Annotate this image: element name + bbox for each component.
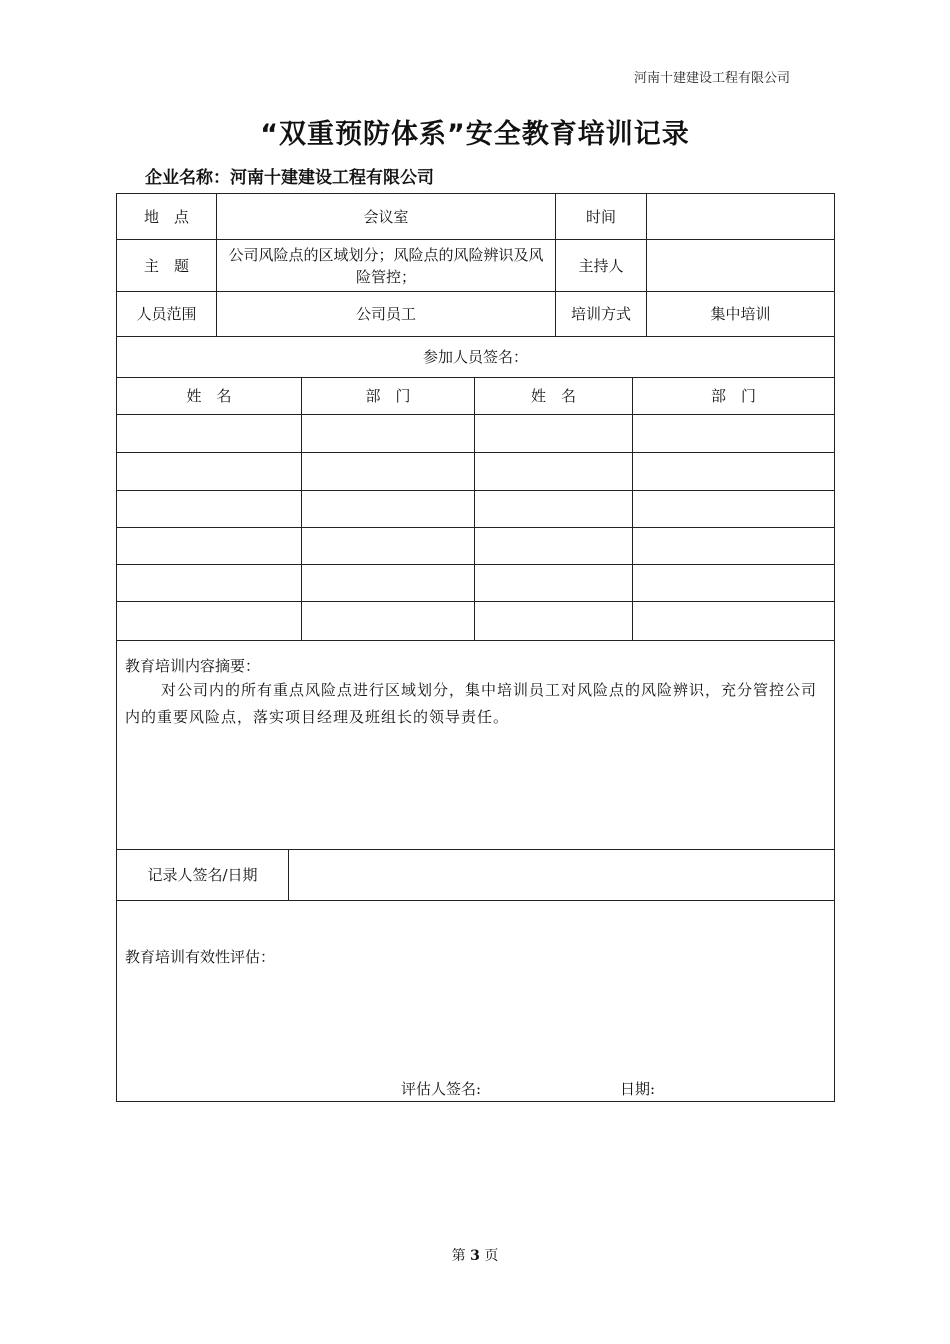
attendee-cell[interactable] <box>475 602 632 640</box>
summary-text[interactable]: 对公司内的所有重点风险点进行区域划分，集中培训员工对风险点的风险辨识，充分管控公司内的重要风险点，落实项目经理及班组长的领导责任。 <box>125 681 818 726</box>
attendee-cell[interactable] <box>302 415 474 452</box>
attendee-header-name: 姓 名 <box>186 387 232 405</box>
time-value[interactable] <box>647 194 834 239</box>
company-name-line: 企业名称：河南十建建设工程有限公司 <box>145 168 434 188</box>
page-number <box>0 1245 950 1265</box>
attendee-cell[interactable] <box>302 602 474 640</box>
time-label: 时间 <box>585 207 616 226</box>
attendee-cell[interactable] <box>302 453 474 490</box>
row-divider <box>117 640 834 641</box>
method-value[interactable]: 集中培训 <box>710 305 771 323</box>
attendee-cell[interactable] <box>633 565 834 601</box>
attendee-cell[interactable] <box>117 528 301 564</box>
attendee-cell[interactable] <box>117 453 301 490</box>
attendee-cell[interactable] <box>302 528 474 564</box>
page-value: 3 <box>470 1248 480 1264</box>
attendee-cell[interactable] <box>633 602 834 640</box>
host-label: 主持人 <box>578 256 624 275</box>
attendee-header-name: 姓 名 <box>530 387 576 405</box>
attendee-header-dept: 部 门 <box>365 387 411 405</box>
host-value[interactable] <box>647 240 834 291</box>
page-suffix: 页 <box>484 1248 499 1264</box>
page-prefix: 第 <box>451 1248 466 1264</box>
attendee-cell[interactable] <box>475 528 632 564</box>
header-company: 河南十建建设工程有限公司 <box>633 71 790 86</box>
evaluator-signature-label: 评估人签名: <box>401 1080 482 1098</box>
evaluation-label: 教育培训有效性评估： <box>125 948 276 966</box>
attendee-cell[interactable] <box>117 602 301 640</box>
document-title: “双重预防体系”安全教育培训记录 <box>260 119 690 150</box>
evaluation-date-label: 日期: <box>620 1080 656 1098</box>
summary-label: 教育培训内容摘要： <box>125 657 261 675</box>
method-label: 培训方式 <box>570 305 631 323</box>
record-form <box>116 193 835 1102</box>
attendee-cell[interactable] <box>633 415 834 452</box>
topic-label: 主 题 <box>143 256 189 275</box>
attendee-cell[interactable] <box>633 491 834 527</box>
row-divider <box>117 900 834 901</box>
attendee-cell[interactable] <box>633 453 834 490</box>
attendee-cell[interactable] <box>117 565 301 601</box>
attendee-header-dept: 部 门 <box>710 387 756 405</box>
location-label: 地 点 <box>143 207 189 226</box>
attendee-cell[interactable] <box>475 491 632 527</box>
attendee-cell[interactable] <box>475 453 632 490</box>
attendee-cell[interactable] <box>633 528 834 564</box>
attendee-cell[interactable] <box>117 415 301 452</box>
recorder-label: 记录人签名/日期 <box>147 866 258 884</box>
scope-value[interactable]: 公司员工 <box>355 305 416 323</box>
attendee-cell[interactable] <box>475 565 632 601</box>
attendee-cell[interactable] <box>302 565 474 601</box>
attendee-cell[interactable] <box>475 415 632 452</box>
attendee-cell[interactable] <box>302 491 474 527</box>
topic-value[interactable]: 公司风险点的区域划分；风险点的风险辨识及风险管控； <box>228 245 544 286</box>
location-value[interactable]: 会议室 <box>363 207 409 226</box>
attendees-title: 参加人员签名： <box>422 348 528 366</box>
attendee-cell[interactable] <box>117 491 301 527</box>
recorder-value[interactable] <box>289 850 834 900</box>
scope-label: 人员范围 <box>136 305 197 323</box>
